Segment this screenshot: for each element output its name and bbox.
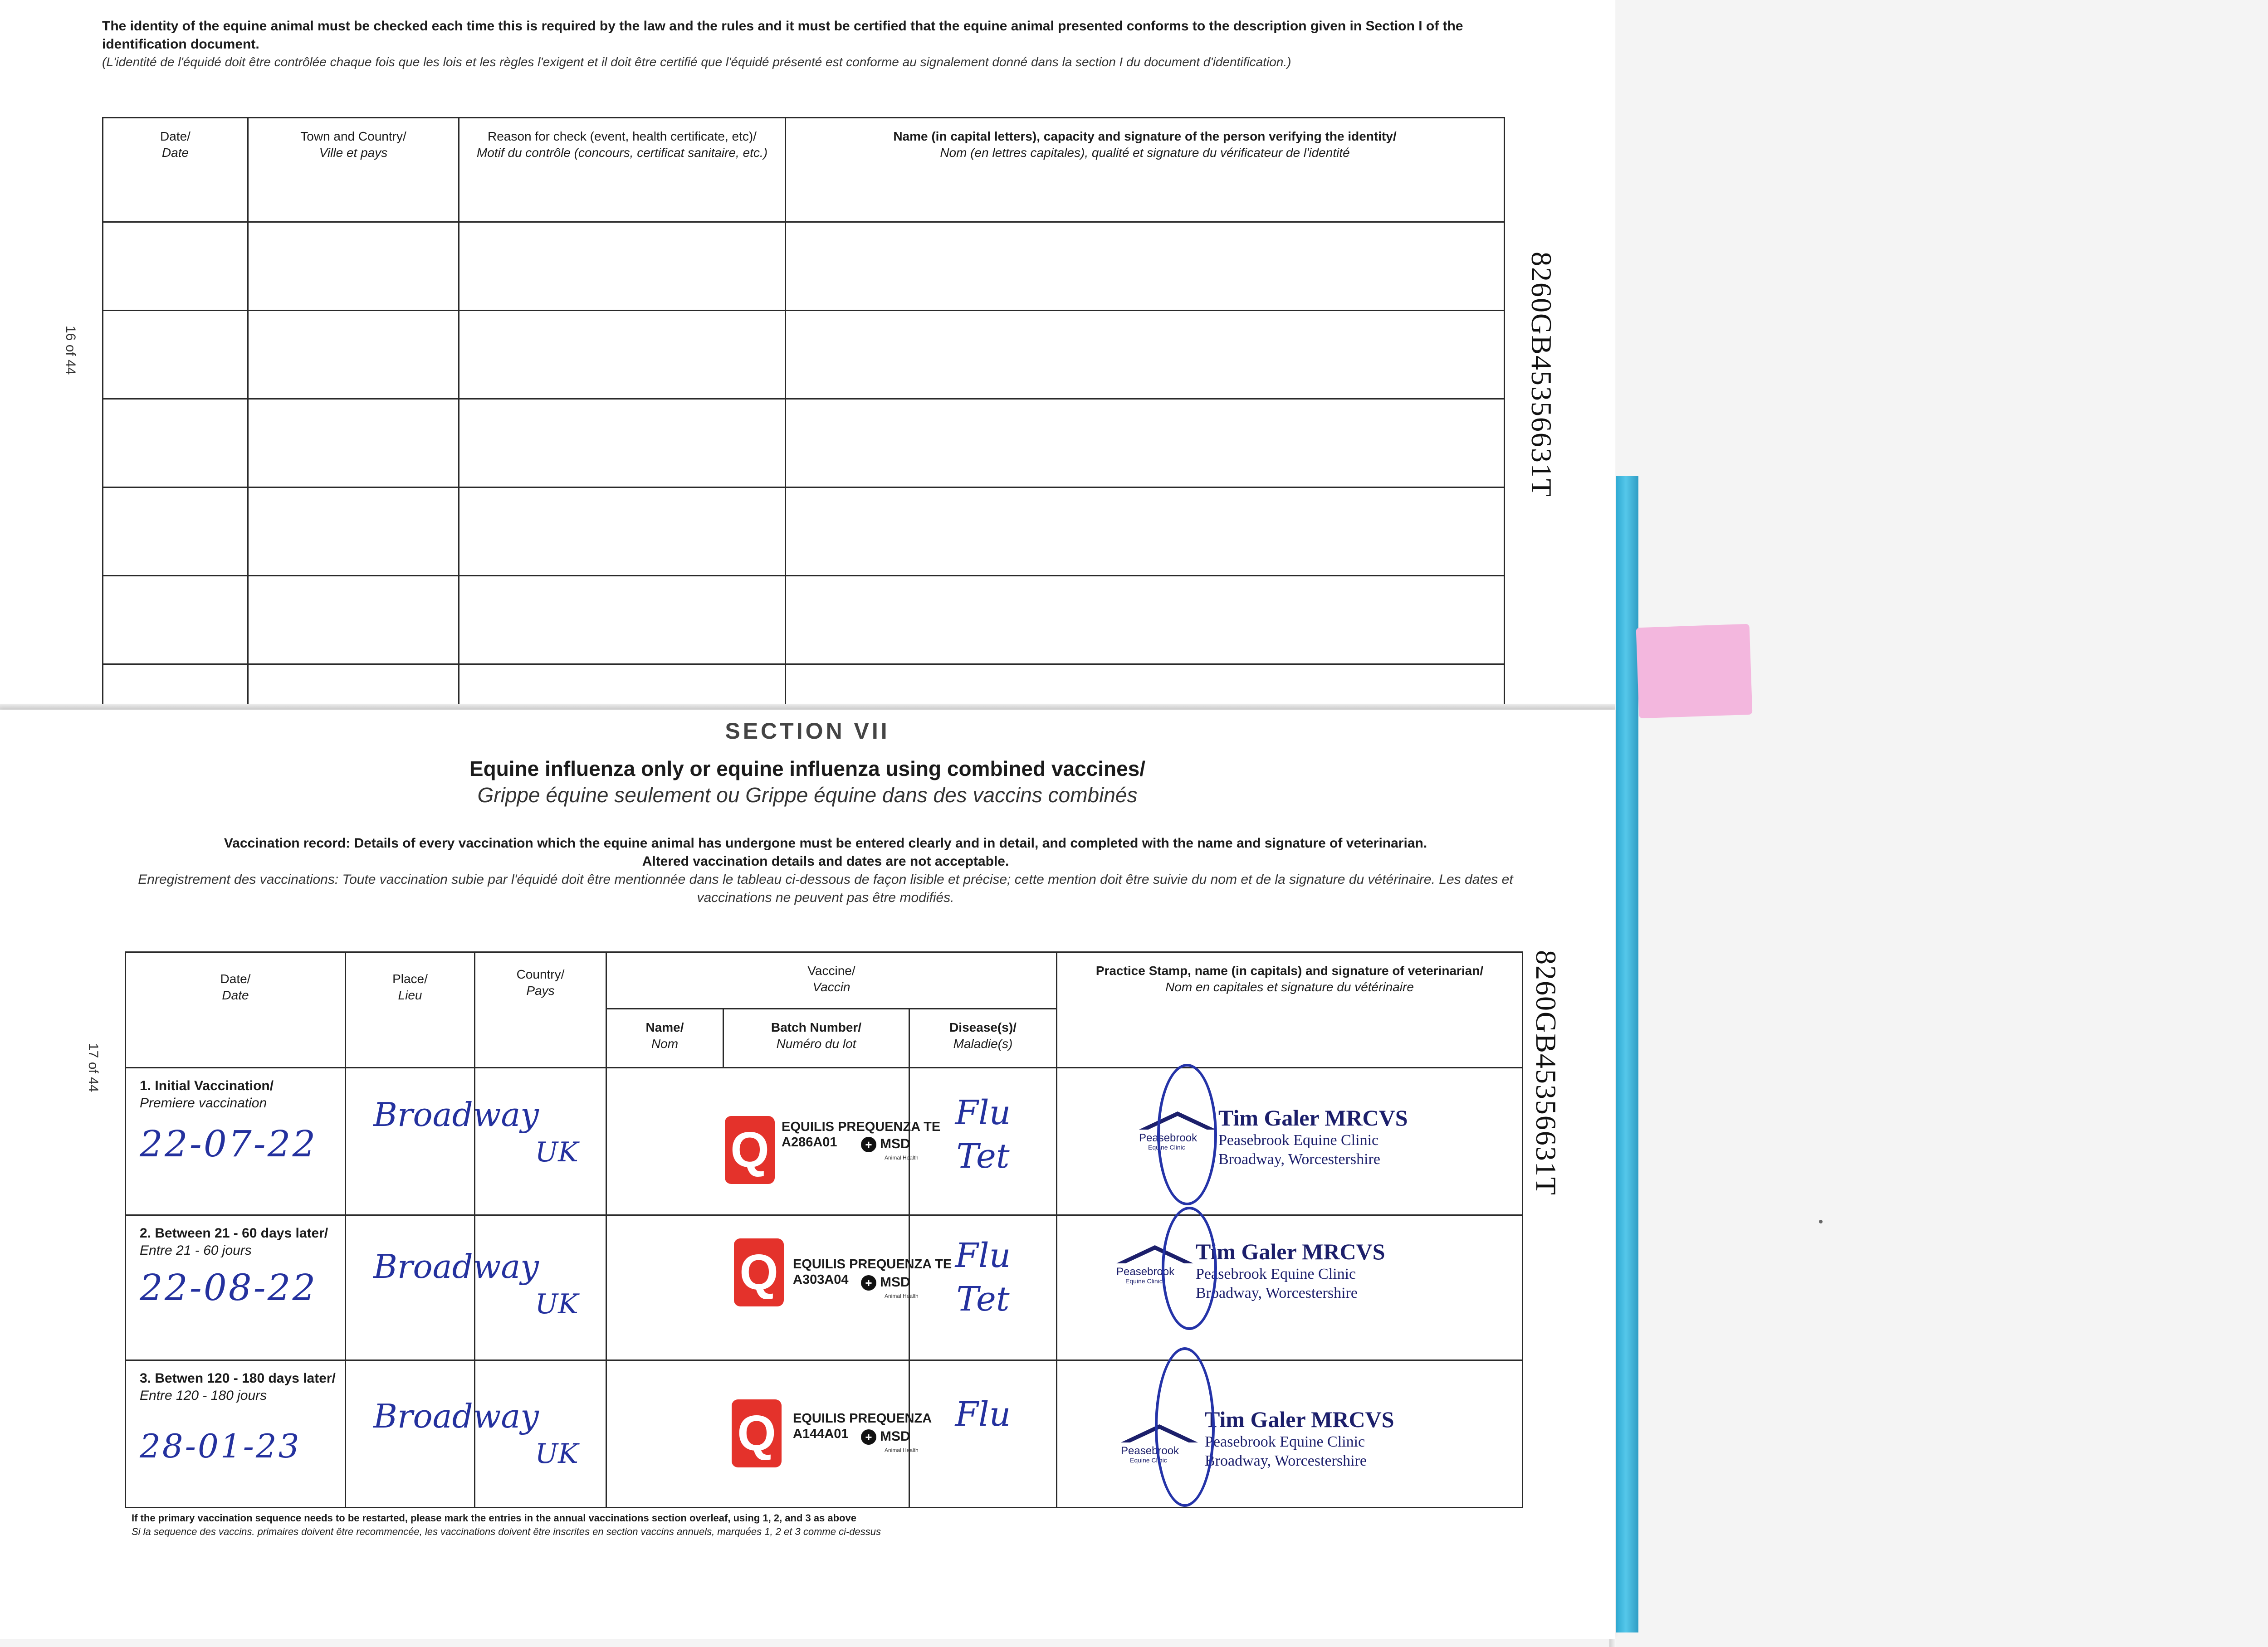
- vaccination-place: Broadway: [346, 1360, 475, 1508]
- header-vaccine-name: Name/ Nom: [606, 1009, 723, 1068]
- vaccination-date: 22-07-22: [140, 1123, 318, 1165]
- header-vaccine: Vaccine/ Vaccin: [606, 952, 1057, 1009]
- identity-empty-row: [103, 664, 1505, 705]
- vet-signature: [1157, 1064, 1217, 1205]
- vaccination-stage: 2. Between 21 - 60 days later/ Entre 21 - 60 jours 22-08-22: [126, 1215, 346, 1360]
- vaccination-stage: 1. Initial Vaccination/ Premiere vaccination 22-07-22: [126, 1068, 346, 1215]
- manufacturer-sub: Animal Health: [885, 1293, 919, 1299]
- header-town-country: Town and Country/ Ville et pays: [248, 118, 459, 222]
- vet-signature: [1162, 1207, 1217, 1330]
- vaccination-diseases: Flu Tet: [909, 1215, 1057, 1360]
- blue-binder-spine: [1616, 476, 1638, 1632]
- header-batch-number: Batch Number/ Numéro du lot: [723, 1009, 909, 1068]
- vaccination-stage: 3. Betwen 120 - 180 days later/ Entre 120 - 180 jours 28-01-23: [126, 1360, 346, 1508]
- vaccination-country: UK: [475, 1068, 606, 1215]
- vaccination-header-row: [126, 952, 1523, 1009]
- header-verifier: Name (in capital letters), capacity and signature of the person verifying the identity/ Nom (en lettres capitales), qualité et signature du vérificateur de l'identité: [786, 118, 1505, 222]
- vaccination-record-note: Vaccination record: Details of every vaccination which the equine animal has undergone must be entered clearly and in detail, and completed with the name and signature of veterinarian. Altered vaccination details and dates are not acceptable. Enregistrement des vaccinations: Toute vaccination subie par l'équidé doit être mentionnée dans le tableau ci-dessous de façon lisible et précise; cette mention doit être suivie du nom et de la signature du vétérinaire. Les dates et vaccinations ne peuvent pas être modifiés.: [138, 836, 1513, 905]
- vaccine-batch-number: A303A04: [793, 1272, 849, 1287]
- manufacturer-logo: + MSD: [861, 1275, 910, 1291]
- vaccine-label: [606, 1215, 952, 1360]
- vaccine-product-name: EQUILIS PREQUENZA TE: [793, 1257, 952, 1272]
- vaccination-date: 28-01-23: [140, 1427, 301, 1465]
- manufacturer-logo: + MSD: [861, 1136, 910, 1152]
- practice-stamp: Peasebrook Equine Clinic Tim Galer MRCVS Peasebrook Equine Clinic Broadway, Worcestershire: [1057, 1068, 1523, 1215]
- identity-intro: [102, 17, 1508, 71]
- vaccination-diseases: Flu Tet: [909, 1068, 1057, 1215]
- header-practice-stamp: Practice Stamp, name (in capitals) and signature of veterinarian/ Nom en capitales et signature du vétérinaire: [1057, 952, 1523, 1068]
- manufacturer-sub: Animal Health: [885, 1155, 919, 1161]
- vet-name: Tim Galer MRCVS: [1196, 1239, 1385, 1264]
- header-reason: Reason for check (event, health certificate, etc)/ Motif du contrôle (concours, certificat sanitaire, etc.): [459, 118, 786, 222]
- speck: [1819, 1220, 1823, 1223]
- header-date: Date/ Date: [103, 118, 248, 222]
- vaccine-batch-number: A144A01: [793, 1427, 849, 1441]
- page-number-upper: 16 of 44: [63, 326, 78, 375]
- header-country: Country/ Pays: [475, 952, 606, 1068]
- vet-name: Tim Galer MRCVS: [1218, 1105, 1408, 1130]
- vaccination-date: 22-08-22: [140, 1267, 318, 1309]
- identity-empty-row: [103, 311, 1505, 399]
- identity-empty-row: [103, 399, 1505, 487]
- identity-intro-en: The identity of the equine animal must be checked each time this is required by the law and the rules and it must be certified that the equine animal presented conforms to the description given in Section I of the identification document.: [102, 19, 1463, 52]
- vaccination-row: [126, 1215, 1523, 1360]
- vaccine-label: [606, 1360, 932, 1508]
- vaccine-batch-number: A286A01: [782, 1135, 837, 1150]
- manufacturer-sub: Animal Health: [885, 1447, 919, 1453]
- header-place: Place/ Lieu: [346, 952, 475, 1068]
- vaccine-logo: Q: [734, 1238, 784, 1306]
- identity-empty-row: [103, 222, 1505, 311]
- header-vacc-date: Date/ Date: [126, 952, 346, 1068]
- vet-signature: [1155, 1347, 1215, 1507]
- vaccine-product-name: EQUILIS PREQUENZA: [793, 1411, 932, 1426]
- vet-name: Tim Galer MRCVS: [1205, 1407, 1394, 1432]
- vaccination-diseases: Flu: [909, 1360, 1057, 1508]
- section-title: SECTION VII: [725, 718, 890, 744]
- page-number-lower: 17 of 44: [86, 1043, 101, 1092]
- identity-intro-fr: (L'identité de l'équidé doit être contrôlée chaque fois que les lois et les règles l'exigent et il doit être certifié que l'équidé présenté est conforme au signalement donné dans la section I du document d'identification.): [102, 55, 1291, 69]
- identity-empty-row: [103, 576, 1505, 664]
- vaccination-place: Broadway: [346, 1068, 475, 1215]
- restart-footnote: If the primary vaccination sequence needs to be restarted, please mark the entries in the annual vaccinations section overleaf, using 1, 2, and 3 as above Si la sequence des vaccins. primaires doivent être recommencée, les vaccinations doivent être inscrites en section vaccins annuels, marquées 1, 2 et 3 comme ci-dessus: [132, 1512, 881, 1537]
- practice-stamp: Peasebrook Equine Clinic Tim Galer MRCVS Peasebrook Equine Clinic Broadway, Worcestershire: [1057, 1215, 1523, 1360]
- vaccination-row: [126, 1068, 1523, 1215]
- identity-empty-row: [103, 487, 1505, 576]
- vaccination-country: UK: [475, 1215, 606, 1360]
- manufacturer-logo: + MSD: [861, 1429, 910, 1445]
- practice-stamp: Peasebrook Equine Clinic Tim Galer MRCVS Peasebrook Equine Clinic Broadway, Worcestershire: [1057, 1360, 1523, 1508]
- vaccination-country: UK: [475, 1360, 606, 1508]
- vaccine-product-name: EQUILIS PREQUENZA TE: [782, 1120, 941, 1134]
- vaccine-label: [606, 1068, 941, 1215]
- identity-header-row: [103, 118, 1505, 222]
- header-diseases: Disease(s)/ Maladie(s): [909, 1009, 1057, 1068]
- vaccine-logo: Q: [725, 1116, 775, 1184]
- vaccination-place: Broadway: [346, 1215, 475, 1360]
- pink-page-tab[interactable]: [1636, 624, 1753, 719]
- vaccine-logo: Q: [732, 1399, 782, 1467]
- passport-number-upper: 8260GB45356631T: [1525, 252, 1558, 497]
- identity-check-page: [0, 0, 1615, 719]
- section-subtitle-en: Equine influenza only or equine influenza using combined vaccines/: [469, 757, 1146, 780]
- vaccination-table: [125, 951, 1523, 1508]
- passport-number-lower: 8260GB45356631T: [1530, 950, 1562, 1196]
- identity-check-table: [102, 117, 1505, 706]
- section-subtitle-fr: Grippe équine seulement ou Grippe équine dans des vaccins combinés: [477, 783, 1138, 807]
- vaccination-row: [126, 1360, 1523, 1508]
